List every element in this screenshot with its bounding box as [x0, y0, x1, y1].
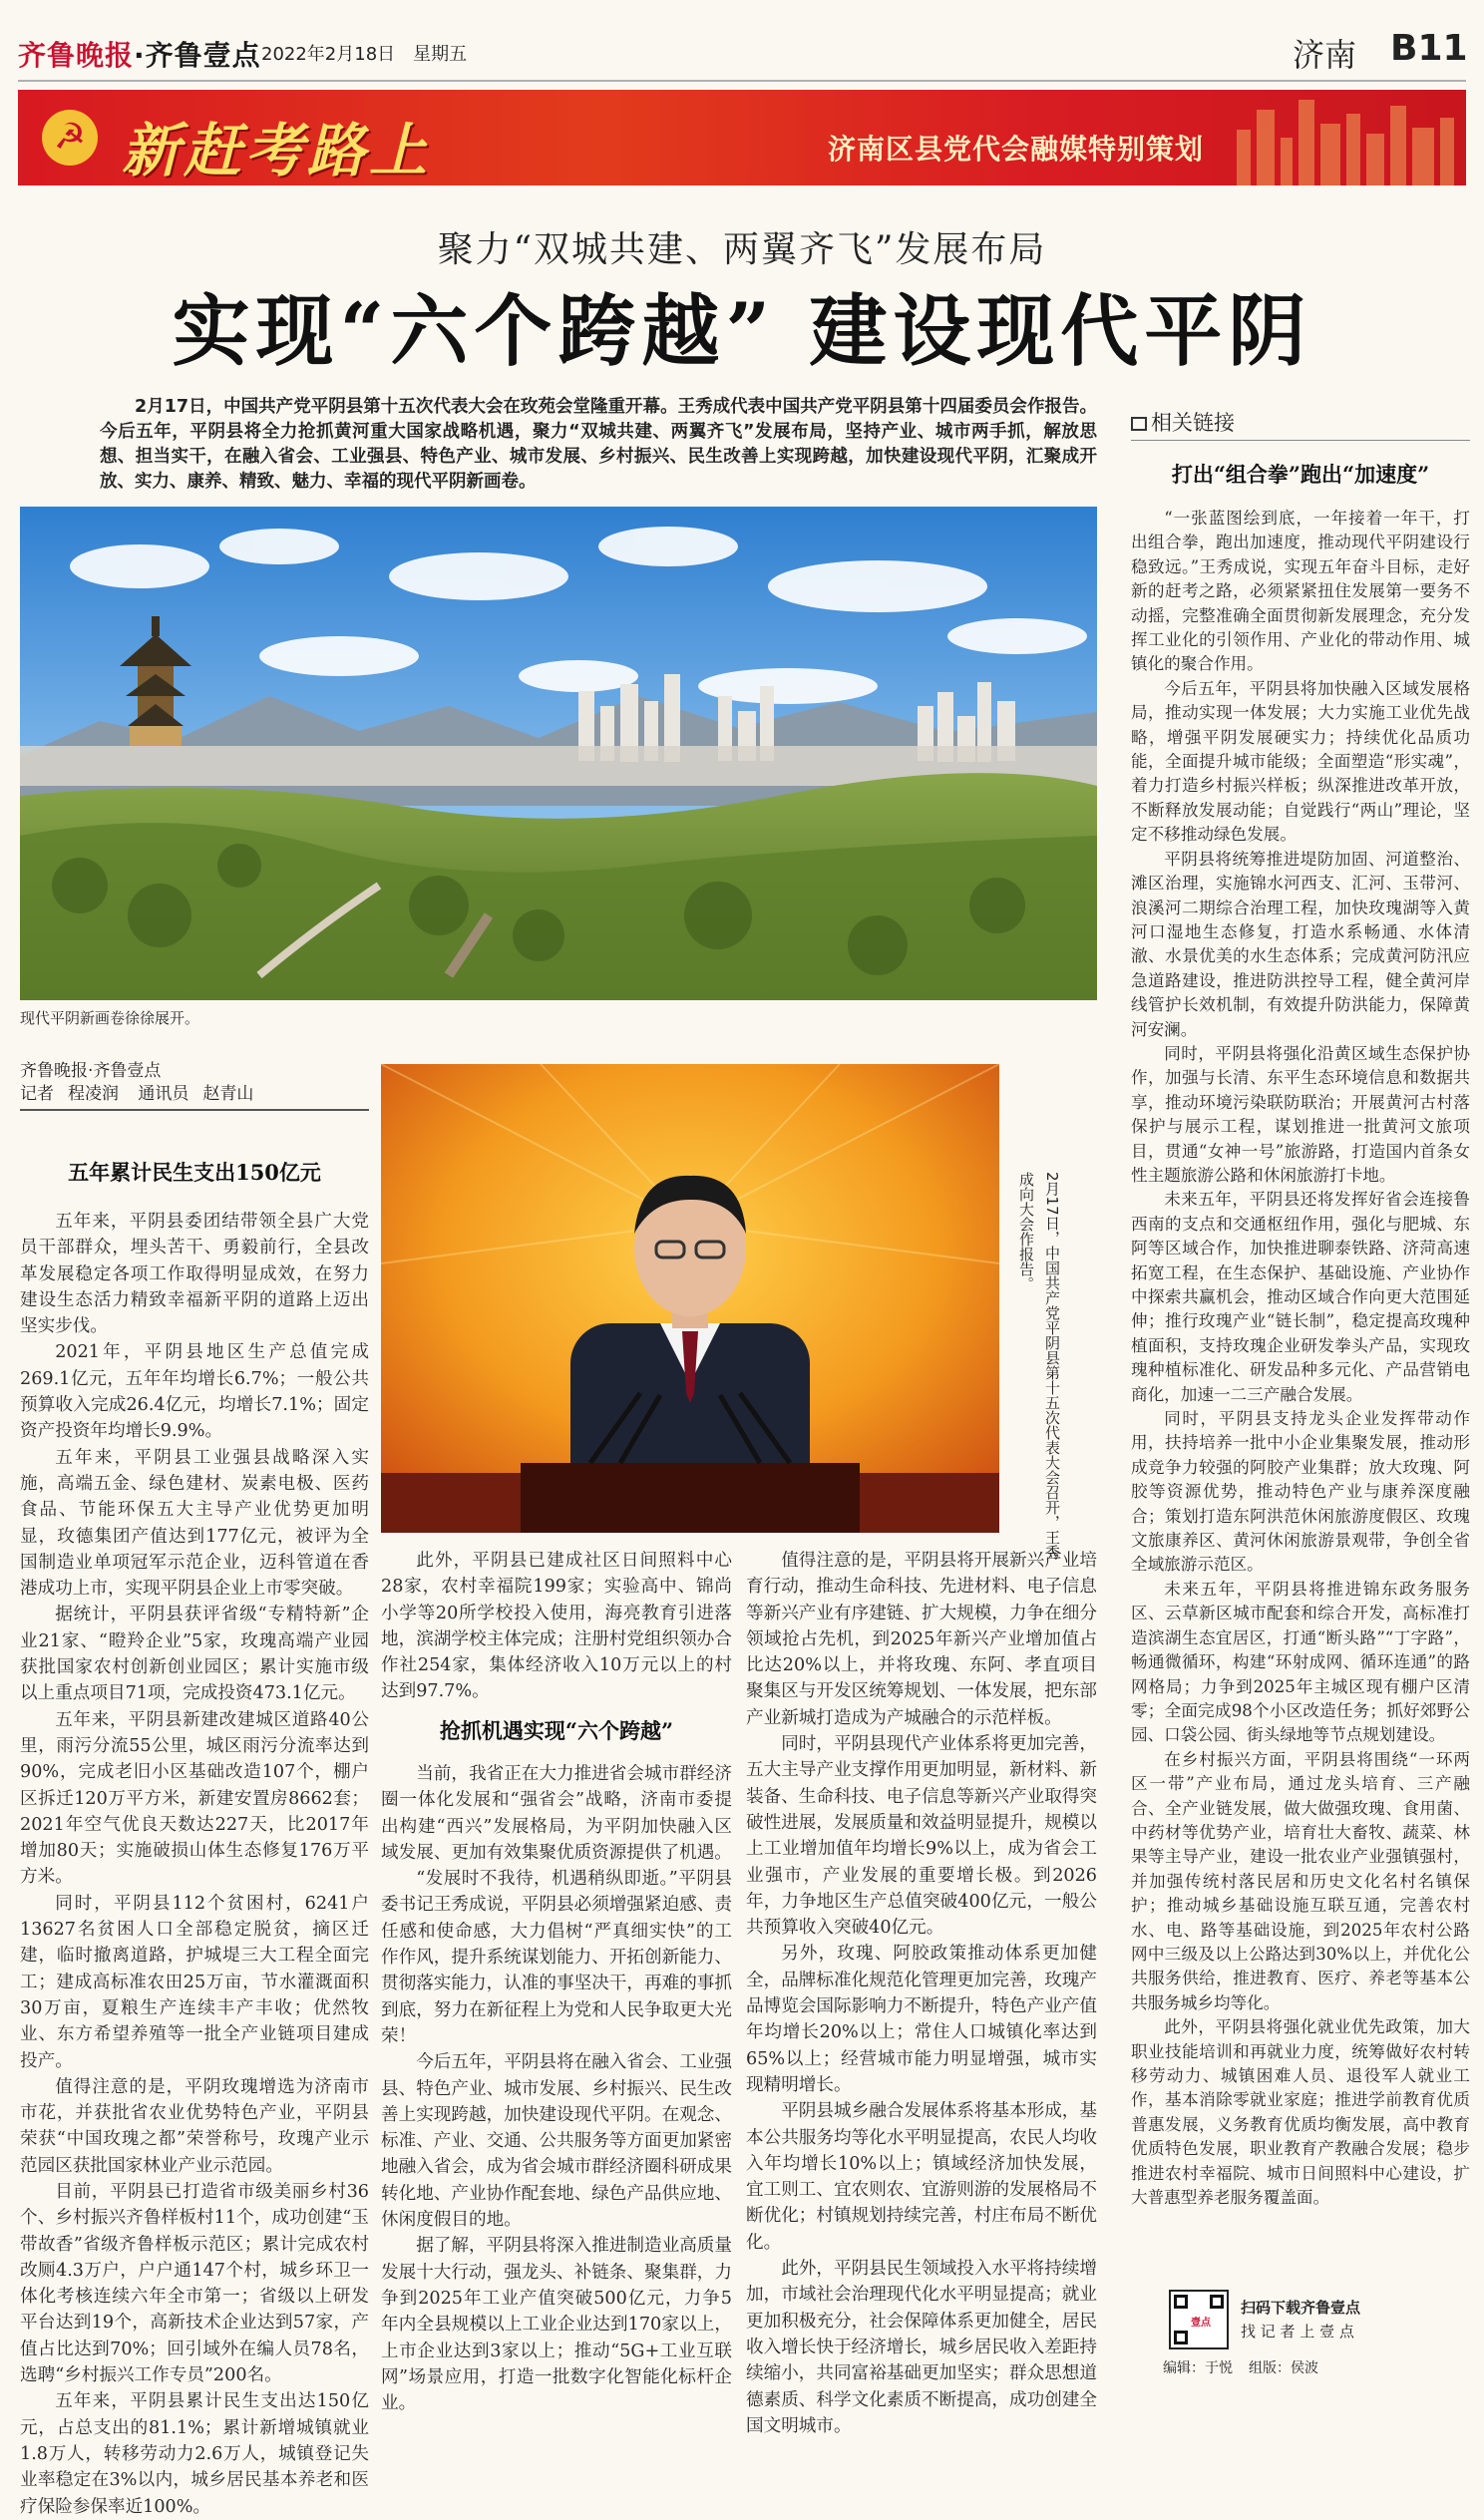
paragraph: 值得注意的是，平阴县将开展新兴产业培育行动，推动生命科技、先进材料、电子信息等新兴产业有序建链、扩大规模，力争在细分领域抢占先机，到2025年新兴产业增加值占比达20%以上，并将玫瑰、东阿、孝直项目聚集区与开发区统筹规划、一体发展，把东部产业新城打造成为产城融合的示范样板。	[746, 1551, 1097, 1728]
byline-source: 齐鲁晚报·齐鲁壹点	[20, 1061, 162, 1081]
city-skyline-icon	[1207, 90, 1466, 185]
download-qr-code[interactable]	[1169, 2290, 1229, 2349]
qr-caption	[1241, 2296, 1360, 2343]
paragraph: 五年来，平阴县委团结带领全县广大党员干部群众，埋头苦干、勇毅前行，全县改革发展稳定各项工作取得明显成效，在努力建设生态活力精致幸福新平阴的道路上迈出坚实步伐。	[20, 1212, 369, 1337]
editor-credits	[1163, 2357, 1334, 2377]
landscape-photo	[20, 507, 1097, 1000]
reporter-role: 记者	[20, 1084, 54, 1104]
paragraph: 据统计，平阴县获评省级“专精特新”企业21家、“瞪羚企业”5家，玫瑰高端产业园获批国家农村创新创业园区；累计实施市级以上重点项目71项，完成投资473.1亿元。	[20, 1605, 369, 1704]
section-heading-opportunity: 抢抓机遇实现“六个跨越”	[439, 1718, 674, 1743]
paragraph: 此外，平阴县已建成社区日间照料中心28家，农村幸福院199家；实验高中、锦尚小学等20所学校投入使用，海亮教育引进落地，滨湖学校主体完成；注册村党组织领办合作社254家，集体经济收入10万元以上的村达到97.7%。	[381, 1551, 732, 1702]
paragraph: 值得注意的是，平阴玫瑰增选为济南市市花，并获批省农业优势特色产业，平阴县荣获“中国玫瑰之都”荣誉称号，玫瑰产业示范园区获批国家林业产业示范园。	[20, 2076, 369, 2176]
article-lead: 2月17日，中国共产党平阴县第十五次代表大会在玫苑会堂隆重开幕。王秀成代表中国共产党平阴县第十四届委员会作报告。今后五年，平阴县将全力抢抓黄河重大国家战略机遇，聚力“双城共建、两翼齐飞”发展布局，坚持产业、城市两手抓，解放思想、担当实干，在融入省会、工业强县、特色产业、城市发展、乡村振兴、民生改善上实现跨越，加快建设现代平阴，汇聚成开放、实力、康养、精致、魅力、幸福的现代平阴新画卷。	[100, 397, 1097, 492]
banner-slogan: 新赶考路上	[122, 117, 432, 184]
paragraph: 此外，平阴县将强化就业优先政策，加大职业技能培训和再就业力度，统筹做好农村转移劳动力、城镇困难人员、退役军人就业工作，基本消除零就业家庭；推进学前教育优质普惠发展，义务教育优质均衡发展，高中教育优质特色发展，职业教育产教融合发展；稳步推进农村幸福院、城市日间照料中心建设，扩大普惠型养老服务覆盖面。	[1131, 2017, 1470, 2208]
article-column-1	[20, 1209, 369, 2517]
newspaper-brand	[18, 34, 261, 74]
paragraph: 在乡村振兴方面，平阴县将围绕“一环两区一带”产业布局，通过龙头培育、三产融合、全产业链发展，做大做强玫瑰、食用菌、中药材等优势产业，培育壮大畜牧、蔬菜、林果等主导产业，建设一批农业产业强镇强村，并加强传统村落民居和历史文化名村名镇保护；推动城乡基础设施互联互通，完善农村水、电、路等基础设施，到2025年农村公路网中三级及以上公路达到30%以上，并优化公共服务供给，推进教育、医疗、养老等基本公共服务城乡均等化。	[1131, 1749, 1470, 2012]
page-number: B11	[1390, 28, 1468, 69]
paragraph: 平阴县将统筹推进堤防加固、河道整治、滩区治理，实施锦水河西支、汇河、玉带河、浪溪河二期综合治理工程，加快玫瑰湖等入黄河口湿地生态修复，打造水系畅通、水体清澈、水景优美的水生态体系；完成黄河防汛应急道路建设，推进防洪控导工程，健全黄河岸线管护长效机制，有效提升防洪能力，保障黄河安澜。	[1131, 849, 1470, 1039]
weekday-text: 星期五	[413, 44, 468, 65]
paragraph: 目前，平阴县已打造省市级美丽乡村36个、乡村振兴齐鲁样板村11个，成功创建“玉带故香”省级齐鲁样板示范区；累计完成农村改厕4.3万户，户户通147个村，城乡环卫一体化考核连续六年全市第一；省级以上研发平台达到19个，高新技术企业达到57家，产值占比达到70%；回引域外在编人员78名，选聘“乡村振兴工作专员”200名。	[20, 2181, 369, 2386]
layout-name: 组版：侯波	[1249, 2360, 1318, 2376]
article-column-2	[381, 1761, 732, 2414]
qr-finder-icon	[1174, 2295, 1188, 2309]
related-divider	[1131, 440, 1470, 441]
related-link-icon	[1131, 417, 1147, 431]
article-column-3	[746, 1548, 1097, 2436]
related-link-text: 相关链接	[1151, 411, 1235, 435]
paragraph: 今后五年，平阴县将在融入省会、工业强县、特色产业、城市发展、乡村振兴、民生改善上实现跨越，加快建设现代平阴。在观念、标准、产业、交通、公共服务等方面更加紧密地融入省会，成为省会城市群经济圈科研成果转化地、产业协作配套地、绿色产品供应地、休闲度假目的地。	[381, 2052, 732, 2231]
date-text: 2022年2月18日	[261, 44, 396, 65]
speaker-photo	[381, 1064, 999, 1533]
brand-sub: ·齐鲁壹点	[134, 39, 261, 72]
paragraph: 同时，平阴县支持龙头企业发挥带动作用，扶持培养一批中小企业集聚发展，推动形成竞争力较强的阿胶产业集群；放大玫瑰、阿胶等资源优势，推动特色产业与康养深度融合；策划打造东阿洪范休闲旅游度假区、玫瑰文旅康养区、黄河休闲旅游景观带，争创全省全域旅游示范区。	[1131, 1409, 1470, 1575]
landscape-photo-caption: 现代平阴新画卷徐徐展开。	[20, 1009, 200, 1027]
qr-finder-icon	[1174, 2331, 1188, 2344]
paragraph: 五年来，平阴县累计民生支出达150亿元，占总支出的81.1%；累计新增城镇就业1.8万人，转移劳动力2.6万人，城镇登记失业率稳定在3%以内，城乡居民基本养老和医疗保险参保率近100%。	[20, 2391, 369, 2517]
paragraph: 平阴县城乡融合发展体系将基本形成，基本公共服务均等化水平明显提高，农民人均收入年均增长10%以上；镇域经济加快发展，宜工则工、宜农则农、宜游则游的发展格局不断优化；村镇规划持续完善，村庄布局不断优化。	[746, 2101, 1097, 2253]
paragraph: 另外，玫瑰、阿胶政策推动体系更加健全，品牌标准化规范化管理更加完善，玫瑰产品博览会国际影响力不断提升，特色产业产值年均增长20%以上；常住人口城镇化率达到65%以上；经营城市能力明显增强，城市实现精明增长。	[746, 1944, 1097, 2095]
correspondent-role: 通讯员	[138, 1084, 189, 1104]
paragraph: “一张蓝图绘到底，一年接着一年干，打出组合拳，跑出加速度，推动现代平阴建设行稳致远。”王秀成说，实现五年奋斗目标，走好新的赶考之路，必须紧紧扭住发展第一要务不动摇，完整准确全面贯彻新发展理念，充分发挥工业化的引领作用、产业化的带动作用、城镇化的聚合作用。	[1131, 509, 1470, 674]
byline-divider	[20, 1109, 369, 1111]
related-column	[1131, 507, 1470, 2278]
paragraph: 五年来，平阴县工业强县战略深入实施，高端五金、绿色建材、炭素电极、医药食品、节能环保五大主导产业优势更加明显，玫德集团产值达到177亿元，被评为全国制造业单项冠军示范企业，迈科管道在香港成功上市，实现平阴县企业上市零突破。	[20, 1447, 369, 1600]
paragraph: 据了解，平阴县将深入推进制造业高质量发展十大行动，强龙头、补链条、聚集群，力争到2025年工业产值突破500亿元，力争5年内全县规模以上工业企业达到170家以上，上市企业达到3家以上；推动“5G+工业互联网”场景应用，打造一批数字化智能化标杆企业。	[381, 2236, 732, 2414]
speaker-image	[381, 1064, 999, 1533]
paragraph: 此外，平阴县民生领域投入水平将持续增加，市域社会治理现代化水平明显提高；就业更加积极充分，社会保障体系更加健全，居民收入增长快于经济增长，城乡居民收入差距持续缩小，共同富裕基础更加坚实；群众思想道德素质、科学文化素质不断提高，成功创建全国文明城市。	[746, 2259, 1097, 2436]
qr-line-2: 找 记 者 上 壹 点	[1241, 2323, 1354, 2340]
paragraph: 2021年，平阴县地区生产总值完成269.1亿元，五年年均增长6.7%；一般公共预算收入完成26.4亿元，均增长7.1%；固定资产投资年均增长9.9%。	[20, 1342, 369, 1442]
paragraph: 未来五年，平阴县将推进锦东政务服务区、云草新区城市配套和综合开发，高标准打造滨湖生态宜居区，打通“断头路”“丁字路”，畅通微循环，构建“环射成网、循环连通”的路网格局；力争到2025年主城区现有棚户区清零；全面完成98个小区改造任务；抓好郊野公园、口袋公园、街头绿地等节点规划建设。	[1131, 1579, 1470, 1745]
article-subheadline: 聚力“双城共建、两翼齐飞”发展布局	[437, 229, 1047, 270]
banner-special-title: 济南区县党代会融媒特别策划	[828, 133, 1205, 166]
paragraph: 当前，我省正在大力推进省会城市群经济圈一体化发展和“强省会”战略，济南市委提出构建“西兴”发展格局，为平阴加快融入区域发展、更加有效集聚优质资源提供了机遇。	[381, 1764, 732, 1863]
correspondent-name: 赵青山	[202, 1084, 254, 1104]
related-link-label	[1131, 407, 1235, 437]
paragraph: 同时，平阴县将强化沿黄区域生态保护协作，加强与长清、东平生态环境信息和数据共享，推动环境污染联防联治；开展黄河古村落保护与展示工程，谋划推进一批黄河文旅项目，贯通“女神一号”旅游路，打造国内首条女性主题旅游公路和休闲旅游打卡地。	[1131, 1043, 1470, 1185]
byline-reporters	[20, 1083, 253, 1106]
issue-date	[261, 40, 485, 66]
masthead-divider	[18, 80, 1466, 82]
qr-logo-label: 壹点	[1191, 2318, 1211, 2329]
brand-name: 齐鲁晚报	[18, 39, 135, 72]
party-emblem-icon: ☭	[42, 110, 98, 166]
section-city: 济南	[1293, 36, 1357, 74]
article-headline: 实现“六个跨越” 建设现代平阴	[172, 286, 1312, 377]
qr-line-1: 扫码下载齐鲁壹点	[1241, 2299, 1361, 2317]
qr-finder-icon	[1210, 2295, 1224, 2309]
editor-name: 编辑：于悦	[1163, 2360, 1233, 2376]
special-banner	[18, 90, 1466, 185]
paragraph: 今后五年，平阴县将加快融入区域发展格局，推动实现一体发展；大力实施工业优先战略，增强平阴发展硬实力；持续优化品质功能，全面提升城市能级；全面塑造“形实魂”，着力打造乡村振兴样板；纵深推进改革开放，不断释放发展动能；自觉践行“两山”理论，坚定不移推动绿色发展。	[1131, 678, 1470, 845]
paragraph: 同时，平阴县现代产业体系将更加完善，五大主导产业支撑作用更加明显，新材料、新装备、生命科技、电子信息等新兴产业取得突破性进展，发展质量和效益明显提升，规模以上工业增加值年均增长9%以上，成为省会工业强市，产业发展的重要增长极。到2026年，力争地区生产总值突破400亿元，一般公共预算收入突破40亿元。	[746, 1734, 1097, 1939]
paragraph: 未来五年，平阴县还将发挥好省会连接鲁西南的支点和交通枢纽作用，强化与肥城、东阿等区域合作，加快推进聊泰铁路、济菏高速拓宽工程，在生态保护、基础设施、产业协作中探索共赢机会，推动区域合作向更大范围延伸；推行玫瑰产业“链长制”，稳定提高玫瑰种植面积，支持玫瑰企业研发拳头产品，实现玫瑰种植标准化、研发品种多元化、产品营销电商化，加速一二三产融合发展。	[1131, 1190, 1470, 1404]
paragraph: 五年来，平阴县新建改建城区道路40公里，雨污分流55公里，城区雨污分流率达到90%，完成老旧小区基础改造107个，棚户区拆迁120万平方米，新建安置房8662套；2021年空气优良天数达227天，比2017年增加80天；实施破损山体生态修复176万平方米。	[20, 1709, 369, 1888]
pingyin-landscape-image	[20, 507, 1097, 1000]
paragraph: “发展时不我待，机遇稍纵即逝。”平阴县委书记王秀成说，平阴县必须增强紧迫感、责任感和使命感，大力倡树“严真细实快”的工作作风，提升系统谋划能力、开拓创新能力、贯彻落实能力，认准的事坚决干，再难的事抓到底，努力在新征程上为党和人民争取更大光荣！	[381, 1869, 732, 2046]
speaker-photo-caption: 2月17日，中国共产党平阴县第十五次代表大会召开，王秀成向大会作报告。	[1017, 1172, 1061, 1560]
related-headline: 打出“组合拳”跑出“加速度”	[1171, 462, 1430, 487]
reporter-name: 程凌润	[68, 1084, 119, 1104]
paragraph: 同时，平阴县112个贫困村，6241户13627名贫困人口全部稳定脱贫，摘区迁建，临时撤离道路，护城堤三大工程全面完工；建成高标准农田25万亩，节水灌溉面积30万亩，夏粮生产连续丰产丰收；优然牧业、东方希望养殖等一批全产业链项目建成投产。	[20, 1893, 369, 2071]
section-heading-livelihood: 五年累计民生支出150亿元	[68, 1160, 321, 1185]
article-column-2-top	[381, 1548, 732, 1707]
article-byline	[20, 1060, 253, 1106]
